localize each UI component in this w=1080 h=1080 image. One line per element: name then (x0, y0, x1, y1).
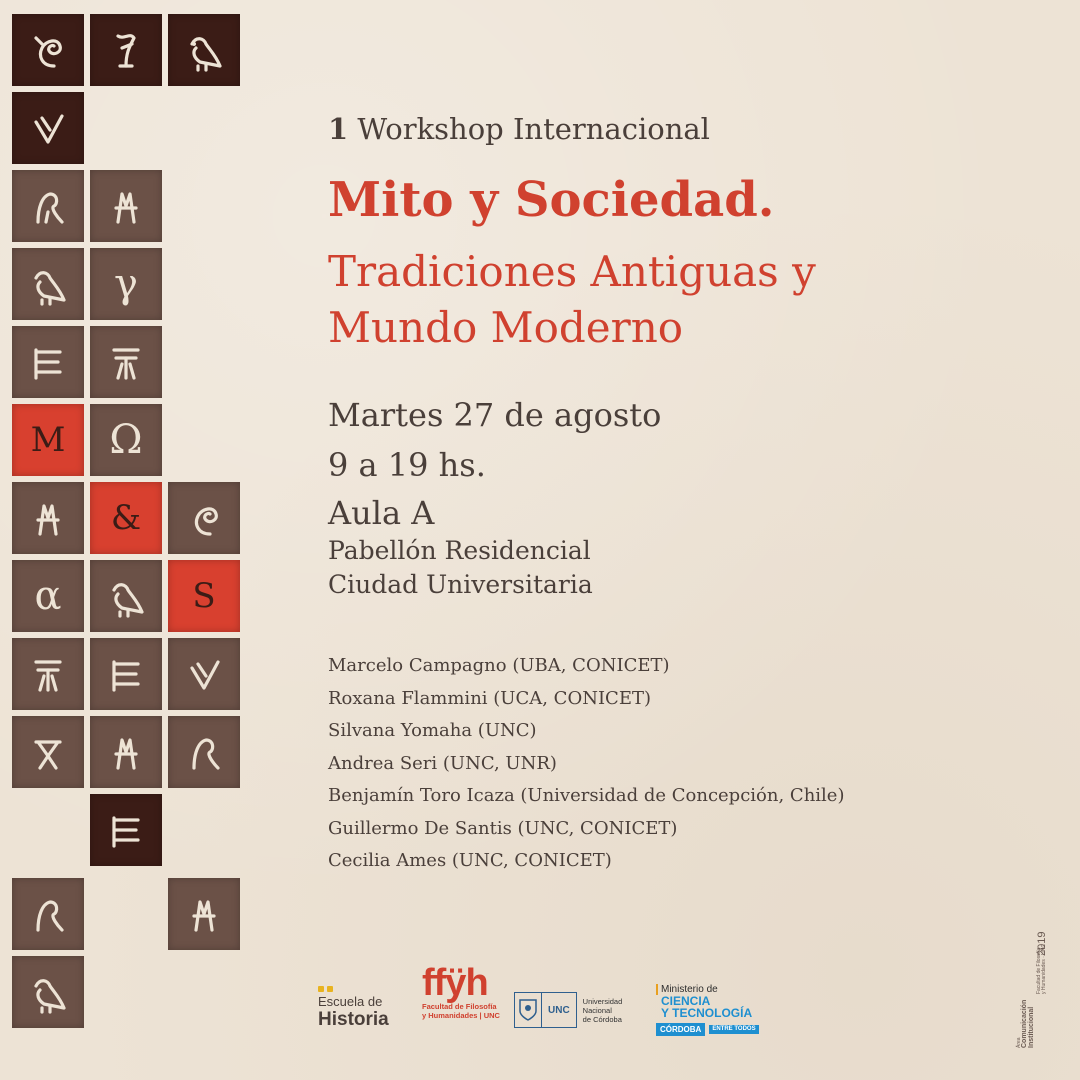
unc-name (583, 997, 623, 1024)
tile-snake3-glyph (12, 878, 84, 950)
ffyh-sub2: y Humanidades | UNC (422, 1011, 500, 1020)
tile-check-glyph (12, 92, 84, 164)
escuela-line2: Historia (318, 1009, 389, 1030)
comunicacion-credit (1014, 930, 1054, 1050)
unc-abbr: UNC (541, 993, 576, 1027)
bird-glyph-icon (180, 26, 228, 74)
speaker-item: Roxana Flammini (UCA, CONICET) (328, 687, 651, 709)
edition-number: 1 (328, 112, 349, 146)
bird3-glyph-icon (102, 572, 150, 620)
tile-cuneiform2-glyph (12, 638, 84, 710)
snake3-glyph-icon (24, 890, 72, 938)
tile-owl-glyph (90, 170, 162, 242)
tile-check2-glyph (168, 638, 240, 710)
tile-owl4-glyph (168, 878, 240, 950)
unc-badge (514, 992, 577, 1028)
unc-name-line3: de Córdoba (582, 1014, 622, 1024)
ministerio-line3: Y TECNOLOGÍA (661, 1006, 753, 1020)
credit-area: Área (1016, 1037, 1022, 1048)
tile-bird3-glyph (90, 560, 162, 632)
credit-name1: Comunicación (1021, 999, 1028, 1048)
escuela-historia-logo (318, 986, 389, 1030)
ear2-glyph-icon (180, 494, 228, 542)
title-line-3: Mundo Moderno (328, 303, 684, 352)
wedge-glyph-icon (24, 338, 72, 386)
ministerio-line1: Ministerio de (656, 984, 759, 995)
ministerio-line2: CIENCIA (661, 994, 711, 1008)
alpha-letter: α (34, 573, 62, 619)
title-subtitle (328, 244, 816, 356)
speaker-item: Marcelo Campagno (UBA, CONICET) (328, 655, 670, 676)
speaker-list (328, 650, 844, 878)
gamma-letter: γ (114, 261, 138, 307)
tile-omega (90, 404, 162, 476)
tile-cuneiform-glyph (90, 326, 162, 398)
owl4-glyph-icon (180, 890, 228, 938)
owl3-glyph-icon (102, 728, 150, 776)
owl2-glyph-icon (24, 494, 72, 542)
workshop-heading (328, 112, 710, 146)
entre-todos-label: ENTRE TODOS (709, 1025, 758, 1034)
tile-bird4-glyph (12, 956, 84, 1028)
tile-wedge-glyph (12, 326, 84, 398)
wedge2-glyph-icon (102, 650, 150, 698)
tile-gamma (90, 248, 162, 320)
tile-bird2-glyph (12, 248, 84, 320)
speaker-item: Cecilia Ames (UNC, CONICET) (328, 850, 612, 871)
tile-wedge2-glyph (90, 638, 162, 710)
tile-wedge3-glyph (90, 794, 162, 866)
tile-s (168, 560, 240, 632)
omega-letter: Ω (109, 417, 143, 463)
event-date: Martes 27 de agosto (328, 396, 662, 434)
ministerio-logo (656, 984, 759, 1036)
tile-owl3-glyph (90, 716, 162, 788)
ffyh-sub1: Facultad de Filosofía (422, 1002, 497, 1011)
tile-ear-glyph (12, 14, 84, 86)
unc-name-line2: Nacional (582, 1005, 612, 1015)
owl-glyph-icon (102, 182, 150, 230)
cordoba-label: CÓRDOBA (656, 1023, 705, 1036)
tile-m (12, 404, 84, 476)
event-building: Pabellón Residencial (328, 536, 591, 565)
tile-snake2-glyph (168, 716, 240, 788)
figure-glyph-icon (24, 728, 72, 776)
speaker-item: Andrea Seri (UNC, UNR) (328, 752, 557, 774)
ear-glyph-icon (24, 26, 72, 74)
tile-bird-glyph (168, 14, 240, 86)
cuneiform-glyph-icon (102, 338, 150, 386)
cordoba-bar (656, 1023, 759, 1036)
check-glyph-icon (24, 104, 72, 152)
tile-snake-glyph (12, 170, 84, 242)
speaker-item: Benjamín Toro Icaza (Universidad de Concepción, Chile) (328, 785, 845, 806)
check2-glyph-icon (180, 650, 228, 698)
snake2-glyph-icon (180, 728, 228, 776)
event-campus: Ciudad Universitaria (328, 570, 593, 599)
title-main: Mito y Sociedad. (328, 172, 775, 228)
shield-icon (515, 996, 541, 1024)
speaker-item: Silvana Yomaha (UNC) (328, 720, 537, 741)
vase-glyph-icon (102, 26, 150, 74)
tile-vase-glyph (90, 14, 162, 86)
event-type: Workshop Internacional (357, 112, 710, 146)
tile-ampersand (90, 482, 162, 554)
cuneiform2-glyph-icon (24, 650, 72, 698)
dots-icon (318, 986, 389, 992)
unc-name-line1: Universidad (582, 996, 623, 1006)
snake-glyph-icon (24, 182, 72, 230)
escuela-line1: Escuela de (318, 994, 383, 1009)
credit-year: 2019 (1036, 931, 1048, 956)
tile-ear2-glyph (168, 482, 240, 554)
tile-figure-glyph (12, 716, 84, 788)
credit-name2: Institucional (1028, 1006, 1035, 1048)
event-room: Aula A (328, 494, 435, 532)
tile-alpha (12, 560, 84, 632)
s-letter: S (192, 576, 216, 616)
bird2-glyph-icon (24, 260, 72, 308)
ffyh-logo (422, 964, 500, 1020)
title-line-2: Tradiciones Antiguas y (328, 247, 816, 296)
ffyh-wordmark: ffÿh (422, 962, 488, 1004)
event-hours: 9 a 19 hs. (328, 446, 486, 484)
m-letter: M (30, 420, 66, 460)
ampersand-letter: & (110, 498, 142, 538)
bird4-glyph-icon (24, 968, 72, 1016)
credit-fac2: y Humanidades · UNC (1041, 943, 1047, 994)
speaker-item: Guillermo De Santis (UNC, CONICET) (328, 817, 678, 839)
credit-fac1: Facultad de Filosofía (1036, 947, 1042, 994)
tile-owl2-glyph (12, 482, 84, 554)
wedge3-glyph-icon (102, 806, 150, 854)
unc-logo (514, 992, 622, 1028)
